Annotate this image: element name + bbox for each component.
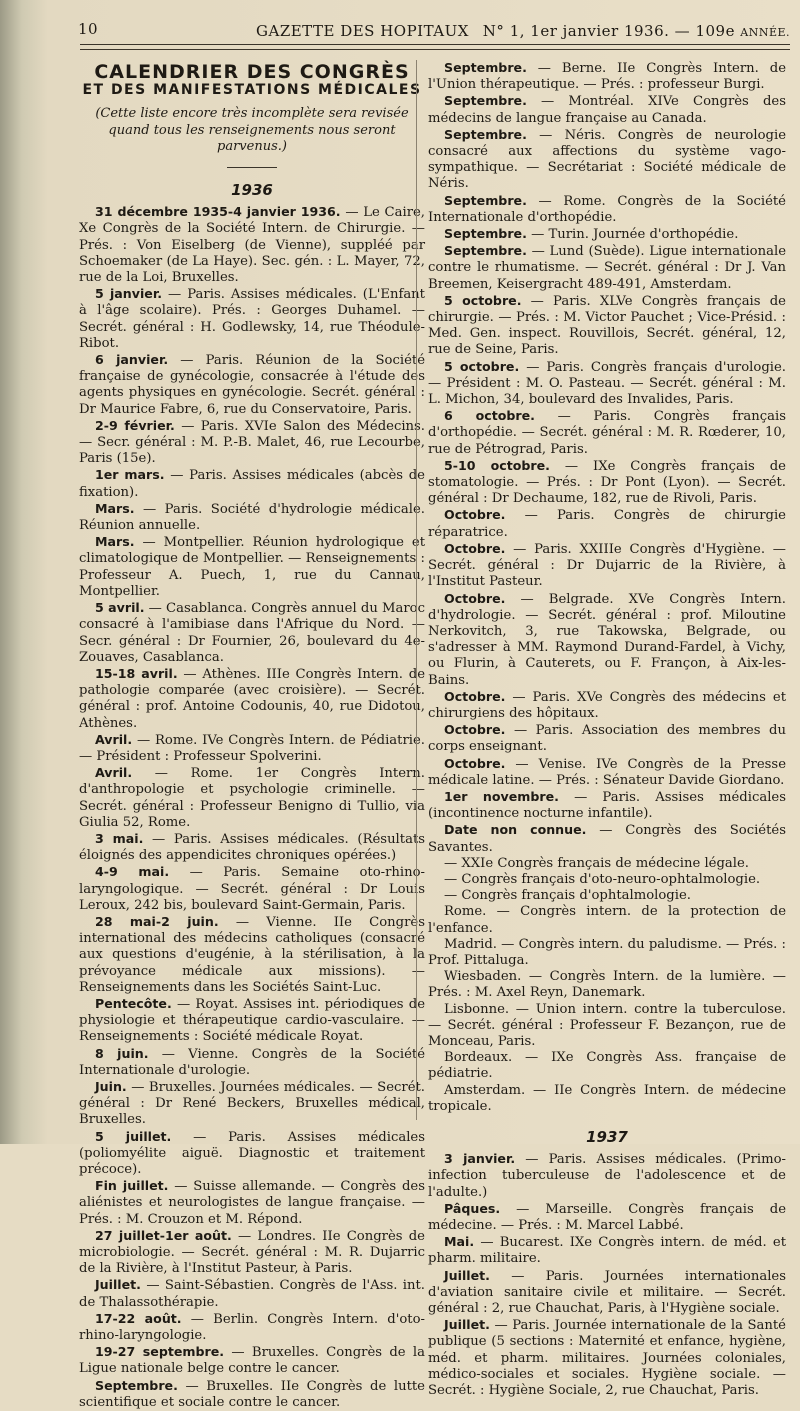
calendar-entry	[79, 1311, 425, 1344]
entry-date: Juillet.	[444, 1317, 490, 1333]
calendar-entry	[79, 1344, 425, 1377]
entry-date: 6 octobre.	[444, 408, 535, 424]
calendar-entry	[79, 1277, 425, 1310]
entry-date: Pentecôte.	[95, 995, 172, 1011]
entry-text: — Paris. Assises médicales (incontinence nocturne infantile).	[428, 789, 786, 822]
entry-text: Wiesbaden. — Congrès Intern. de la lumière. — Prés. : M. Axel Reyn, Danemark.	[428, 969, 786, 1001]
entry-date: Octobre.	[444, 722, 506, 738]
calendar-entry	[428, 359, 786, 409]
calendar-entry	[79, 204, 425, 286]
entry-text: — Congrès français d'oto-neuro-ophtalmologie.	[444, 871, 761, 887]
entry-text: — Paris. Congrès français d'urologie. — Président : M. O. Pasteau. — Secrét. général : M. L. Michon, 34, boulevard des Invalides, Paris.	[428, 359, 786, 408]
entry-text: — Marseille. Congrès français de médecine. — Prés. : M. Marcel Labbé.	[428, 1201, 786, 1234]
entry-date: Mai.	[444, 1234, 475, 1250]
entry-date: Mars.	[95, 534, 135, 550]
entry-text: — Vienne. IIe Congrès international des médecins catholiques (consacré aux questions d'eugénie, à la stérilisation, à la prévoyance médicale aux missions). — Renseignements dans les Sociétés Saint-Luc.	[79, 914, 425, 995]
calendar-entry	[428, 1050, 786, 1082]
entry-date: 15-18 avril.	[95, 665, 178, 681]
entry-text: — Paris. Journée internationale de la Santé publique (5 sections : Maternité et enfance, hygiène, méd. et pharm. militaires. Journées coloniales, médico-sociales et sociales. Hygiène sociale. — Secrét. : Hygiène Sociale, 2, rue Chauchat, Paris.	[428, 1318, 786, 1399]
entry-date: 5 janvier.	[95, 286, 163, 302]
entry-date: Octobre.	[444, 540, 506, 556]
right-entry-list-1936	[428, 60, 786, 1115]
entry-text: — Paris. Association des membres du corps enseignant.	[428, 723, 786, 755]
page-title: CALENDRIER DES CONGRÈS	[94, 61, 410, 83]
entry-text: — Paris. Congrès français d'orthopédie. — Secrét. général : M. R. Rœderer, 10, rue de Pétrograd, Paris.	[428, 409, 786, 457]
calendar-entry	[79, 1046, 425, 1079]
entry-date: 31 décembre 1935-4 janvier 1936.	[95, 204, 341, 220]
entry-text: — Turin. Journée d'orthopédie.	[526, 227, 739, 243]
calendar-entry	[428, 93, 786, 126]
calendar-entry	[428, 1317, 786, 1399]
calendar-entry	[79, 914, 425, 996]
entry-text: — Paris. Assises médicales (poliomyélite aiguë. Diagnostic et traitement précoce).	[79, 1129, 425, 1177]
calendar-entry	[428, 60, 786, 93]
entry-date: 28 mai-2 juin.	[95, 913, 219, 929]
entry-date: 1er novembre.	[444, 788, 559, 804]
entry-text: — Paris. Journées internationales d'aviation sanitaire civile et militaire. — Secrét. général : 2, rue Chauchat, Paris, à l'Hygiène sociale.	[428, 1268, 786, 1317]
calendar-entry	[428, 888, 786, 904]
entry-text: — Vienne. Congrès de la Société Internationale d'urologie.	[79, 1046, 425, 1078]
entry-text: — Montréal. XIVe Congrès des médecins de langue française au Canada.	[428, 94, 786, 126]
calendar-entry	[428, 293, 786, 359]
page-subtitle: ET DES MANIFESTATIONS MÉDICALES	[82, 82, 422, 99]
calendar-entry	[79, 1228, 425, 1278]
entry-text: — Néris. Congrès de neurologie consacré aux affections du système vago-sympathique. — Secrétariat : Société médicale de Néris.	[428, 127, 786, 192]
calendar-entry	[79, 534, 425, 600]
entry-text: — Congrès français d'ophtalmologie.	[444, 888, 691, 904]
entry-date: 2-9 février.	[95, 417, 175, 433]
calendar-entry	[428, 226, 786, 243]
issue-suffix: ANNÉE.	[740, 26, 790, 39]
entry-date: 6 janvier.	[95, 352, 169, 368]
column-divider	[416, 60, 417, 1120]
calendar-entry	[79, 666, 425, 732]
entry-text: — Lund (Suède). Ligue internationale contre le rhumatisme. — Secrét. général : Dr J. Van Breemen, Keisergracht 489-491, Amsterdam.	[428, 244, 786, 292]
calendar-entry	[79, 1079, 425, 1129]
entry-text: Lisbonne. — Union intern. contre la tuberculose. — Secrét. général : Professeur F. Bezançon, rue de Monceau, Paris.	[428, 1001, 786, 1049]
section-rule	[227, 167, 277, 168]
entry-date: Septembre.	[444, 93, 527, 109]
entry-date: Septembre.	[444, 60, 527, 75]
entry-text: — Bruxelles. IIe Congrès de lutte scientifique et sociale contre le cancer.	[79, 1378, 425, 1410]
left-entry-list	[79, 204, 425, 1411]
calendar-entry	[428, 689, 786, 722]
calendar-entry	[428, 193, 786, 226]
entry-date: Pâques.	[444, 1200, 501, 1216]
editorial-note: (Cette liste encore très incomplète sera revisée quand tous les renseignements nous seront parvenus.)	[95, 106, 409, 154]
calendar-entry	[428, 127, 786, 193]
entry-text: Bordeaux. — IXe Congrès Ass. française de pédiatrie.	[428, 1050, 786, 1082]
entry-date: Avril.	[95, 765, 133, 781]
left-column	[79, 60, 425, 1411]
calendar-entry	[428, 722, 786, 755]
right-column	[428, 60, 786, 1399]
calendar-entry	[428, 1268, 786, 1318]
entry-text: — Paris. XXIIIe Congrès d'Hygiène. — Secrét. général : Dr Dujarric de la Rivière, à l'Institut Pasteur.	[428, 541, 786, 590]
entry-date: Octobre.	[444, 507, 506, 523]
entry-text: — Bruxelles. Congrès de la Ligue nationale belge contre le cancer.	[79, 1345, 426, 1377]
entry-text: — Rome. IVe Congrès Intern. de Pédiatrie. — Président : Professeur Spolverini.	[79, 732, 425, 764]
entry-date: Fin juillet.	[95, 1178, 169, 1194]
calendar-entry	[428, 904, 786, 936]
entry-text: — Paris. Assises médicales. (Primo-infection tuberculeuse de l'adolescence et de l'adulte.)	[428, 1152, 786, 1200]
entry-date: 8 juin.	[95, 1045, 149, 1061]
year-heading-1936: 1936	[231, 181, 273, 200]
calendar-entry	[79, 1378, 425, 1411]
entry-text: — Le Caire, Xe Congrès de la Société Intern. de Chirurgie. — Prés. : Von Eiselberg (de Vienne), suppléé par Schoemaker (de La Haye). Sec. gén. : L. Mayer, 72, rue de la Loi, Bruxelles.	[79, 205, 425, 286]
entry-date: Juin.	[95, 1078, 127, 1094]
calendar-entry	[79, 1129, 425, 1179]
entry-date: 4-9 mai.	[95, 864, 170, 880]
calendar-entry	[79, 864, 425, 914]
entry-text: — Paris. XLVe Congrès français de chirurgie. — Prés. : M. Victor Pauchet ; Vice-Présid. : Med. Gen. inspect. Rouvillois, Secrét. général, 12, rue de Seine, Paris.	[428, 293, 786, 358]
entry-date: Mars.	[95, 500, 135, 516]
calendar-entry	[428, 408, 786, 458]
entry-text: — Paris. Assises médicales (abcès de fixation).	[79, 468, 425, 500]
entry-date: 5 octobre.	[444, 358, 520, 374]
entry-text: Amsterdam. — IIe Congrès Intern. de médecine tropicale.	[428, 1082, 786, 1114]
calendar-entry	[428, 591, 786, 689]
entry-date: Juillet.	[444, 1267, 490, 1283]
calendar-entry	[79, 286, 425, 352]
calendar-entry	[79, 418, 425, 468]
calendar-entry	[79, 996, 425, 1046]
calendar-entry	[428, 1002, 786, 1051]
entry-text: — Berne. IIe Congrès Intern. de l'Union thérapeutique. — Prés. : professeur Burgi.	[428, 61, 786, 93]
issue-date: N° 1, 1er janvier 1936. — 109e	[482, 22, 735, 40]
entry-text: — Congrès des Sociétés Savantes.	[428, 823, 786, 855]
entry-text: — Paris. Assises médicales. (Résultats éloignés des appendicites chroniques opérées.)	[79, 831, 426, 864]
entry-date: Septembre.	[444, 126, 527, 142]
calendar-entry	[428, 969, 786, 1001]
entry-text: — Belgrade. XVe Congrès Intern. d'hydrologie. — Secrét. général : prof. Miloutine Nerkovitch, 3, rue Takowska, Belgrade, ou s'adresser à MM. Raymond Durand-Fardel, à Vichy, ou Flurin, à Cauterets, ou F. Françon, à Aix-les-Bains.	[428, 591, 786, 688]
entry-text: — Saint-Sébastien. Congrès de l'Ass. int. de Thalassothérapie.	[79, 1278, 425, 1310]
right-entry-list-1937	[428, 1151, 786, 1399]
entry-text: — IXe Congrès français de stomatologie. — Prés. : Dr Pont (Lyon). — Secrét. général : Dr Dechaume, 182, rue de Rivoli, Paris.	[428, 458, 786, 507]
entry-date: Septembre.	[444, 243, 527, 259]
calendar-entry	[428, 822, 786, 855]
running-head	[78, 14, 790, 40]
entry-date: 17-22 août.	[95, 1310, 182, 1326]
year-heading-1937: 1937	[586, 1128, 628, 1146]
entry-date: 3 janvier.	[444, 1151, 516, 1167]
entry-text: — Paris. XVe Congrès des médecins et chirurgiens des hôpitaux.	[428, 689, 786, 721]
entry-date: 3 mai.	[95, 830, 144, 846]
entry-text: — Montpellier. Réunion hydrologique et climatologique de Montpellier. — Renseignements : Professeur A. Puech, 1, rue du Cannau, Montpellier.	[79, 535, 425, 599]
calendar-entry	[79, 831, 425, 864]
entry-text: — Paris. Assises médicales. (L'Enfant à l'âge scolaire). Prés. : Georges Duhamel. — Secrét. général : H. Godlewsky, 14, rue Théodule-Ribot.	[79, 287, 425, 351]
entry-text: — Berlin. Congrès Intern. d'oto-rhino-laryngologie.	[79, 1311, 425, 1344]
entry-text: — Royat. Assises int. périodiques de physiologie et thérapeutique cardio-vasculaire. — Renseignements : Société médicale Royat.	[79, 996, 425, 1045]
entry-date: 5 avril.	[95, 600, 145, 616]
calendar-entry	[428, 243, 786, 293]
header-rule	[80, 44, 790, 50]
entry-date: 5-10 octobre.	[444, 457, 550, 473]
entry-text: — XXIe Congrès français de médecine légale.	[444, 855, 749, 871]
entry-date: 5 octobre.	[444, 292, 522, 308]
calendar-entry	[428, 541, 786, 591]
entry-date: 19-27 septembre.	[95, 1344, 225, 1360]
entry-text: — Venise. IVe Congrès de la Presse médicale latine. — Prés. : Sénateur Davide Giordano.	[428, 756, 786, 788]
calendar-entry	[428, 1151, 786, 1201]
entry-date: 1er mars.	[95, 467, 165, 483]
journal-title: GAZETTE DES HOPITAUX	[256, 22, 469, 40]
entry-text: — Paris. Réunion de la Société française de gynécologie, consacrée à l'étude des agents physiques en gynécologie. Secrét. général : Dr Maurice Fabre, 6, rue du Conservatoire, Paris.	[79, 353, 425, 417]
calendar-entry	[428, 756, 786, 789]
calendar-entry	[428, 1201, 786, 1234]
page-number: 10	[78, 20, 99, 38]
entry-date: Septembre.	[444, 192, 527, 208]
entry-text: — Londres. IIe Congrès de microbiologie. — Secrét. général : M. R. Dujarric de la Rivière, à l'Institut Pasteur, à Paris.	[79, 1228, 425, 1277]
entry-date: Octobre.	[444, 755, 506, 771]
entry-text: — Bruxelles. Journées médicales. — Secrét. général : Dr René Beckers, Bruxelles médical, Bruxelles.	[79, 1079, 425, 1128]
calendar-entry	[428, 1083, 786, 1115]
entry-date: Septembre.	[444, 226, 527, 242]
calendar-entry	[79, 501, 425, 534]
issue-info	[483, 22, 790, 40]
entry-date: 27 juillet-1er août.	[95, 1227, 232, 1243]
entry-text: — Casablanca. Congrès annuel du Maroc consacré à l'amibiase dans l'Afrique du Nord. — Secr. général : Dr Fournier, 26, boulevard du 4e-Zouaves, Casablanca.	[79, 601, 425, 665]
calendar-entry	[428, 856, 786, 872]
entry-text: Madrid. — Congrès intern. du paludisme. — Prés. : Prof. Pittaluga.	[428, 936, 786, 968]
entry-date: Avril.	[95, 731, 133, 747]
calendar-entry	[428, 1234, 786, 1267]
entry-text: — Paris. Semaine oto-rhino-laryngologique. — Secrét. général : Dr Louis Leroux, 242 bis, boulevard Saint-Germain, Paris.	[79, 865, 426, 913]
entry-text: — Athènes. IIIe Congrès Intern. de pathologie comparée (avec croisière). — Secrét. général : prof. Antoine Codounis, 40, rue Didotou, Athènes.	[79, 666, 425, 731]
calendar-entry	[79, 765, 425, 831]
entry-text: — Paris. XVIe Salon des Médecins. — Secr. général : M. P.-B. Malet, 46, rue Lecourbe, Paris (15e).	[79, 418, 425, 467]
entry-date: Septembre.	[95, 1377, 178, 1393]
calendar-entry	[79, 732, 425, 765]
calendar-entry	[428, 872, 786, 888]
calendar-entry	[79, 467, 425, 500]
calendar-entry	[79, 352, 425, 418]
entry-text: — Rome. 1er Congrès Intern. d'anthropologie et psychologie criminelle. — Secrét. général : Professeur Benigno di Tullio, via Giulia 52, Rome.	[79, 766, 425, 830]
calendar-entry	[428, 789, 786, 822]
calendar-entry	[79, 1178, 425, 1228]
entry-date: Juillet.	[95, 1277, 141, 1293]
entry-text: Rome. — Congrès intern. de la protection de l'enfance.	[428, 904, 786, 936]
entry-text: — Suisse allemande. — Congrès des aliénistes et neurologistes de langue française. — Prés. : M. Crouzon et M. Répond.	[79, 1179, 425, 1227]
calendar-entry	[428, 458, 786, 508]
entry-date: Date non connue.	[444, 822, 587, 838]
calendar-entry	[428, 507, 786, 540]
calendar-entry	[428, 937, 786, 969]
entry-date: Octobre.	[444, 590, 506, 606]
entry-text: — Bucarest. IXe Congrès intern. de méd. et pharm. militaire.	[428, 1235, 786, 1267]
entry-text: — Paris. Société d'hydrologie médicale. Réunion annuelle.	[79, 501, 425, 534]
entry-date: 5 juillet.	[95, 1128, 172, 1144]
entry-text: — Paris. Congrès de chirurgie réparatrice.	[428, 508, 786, 540]
calendar-entry	[79, 600, 425, 666]
entry-date: Octobre.	[444, 688, 506, 704]
entry-text: — Rome. Congrès de la Société Internationale d'orthopédie.	[428, 193, 786, 225]
